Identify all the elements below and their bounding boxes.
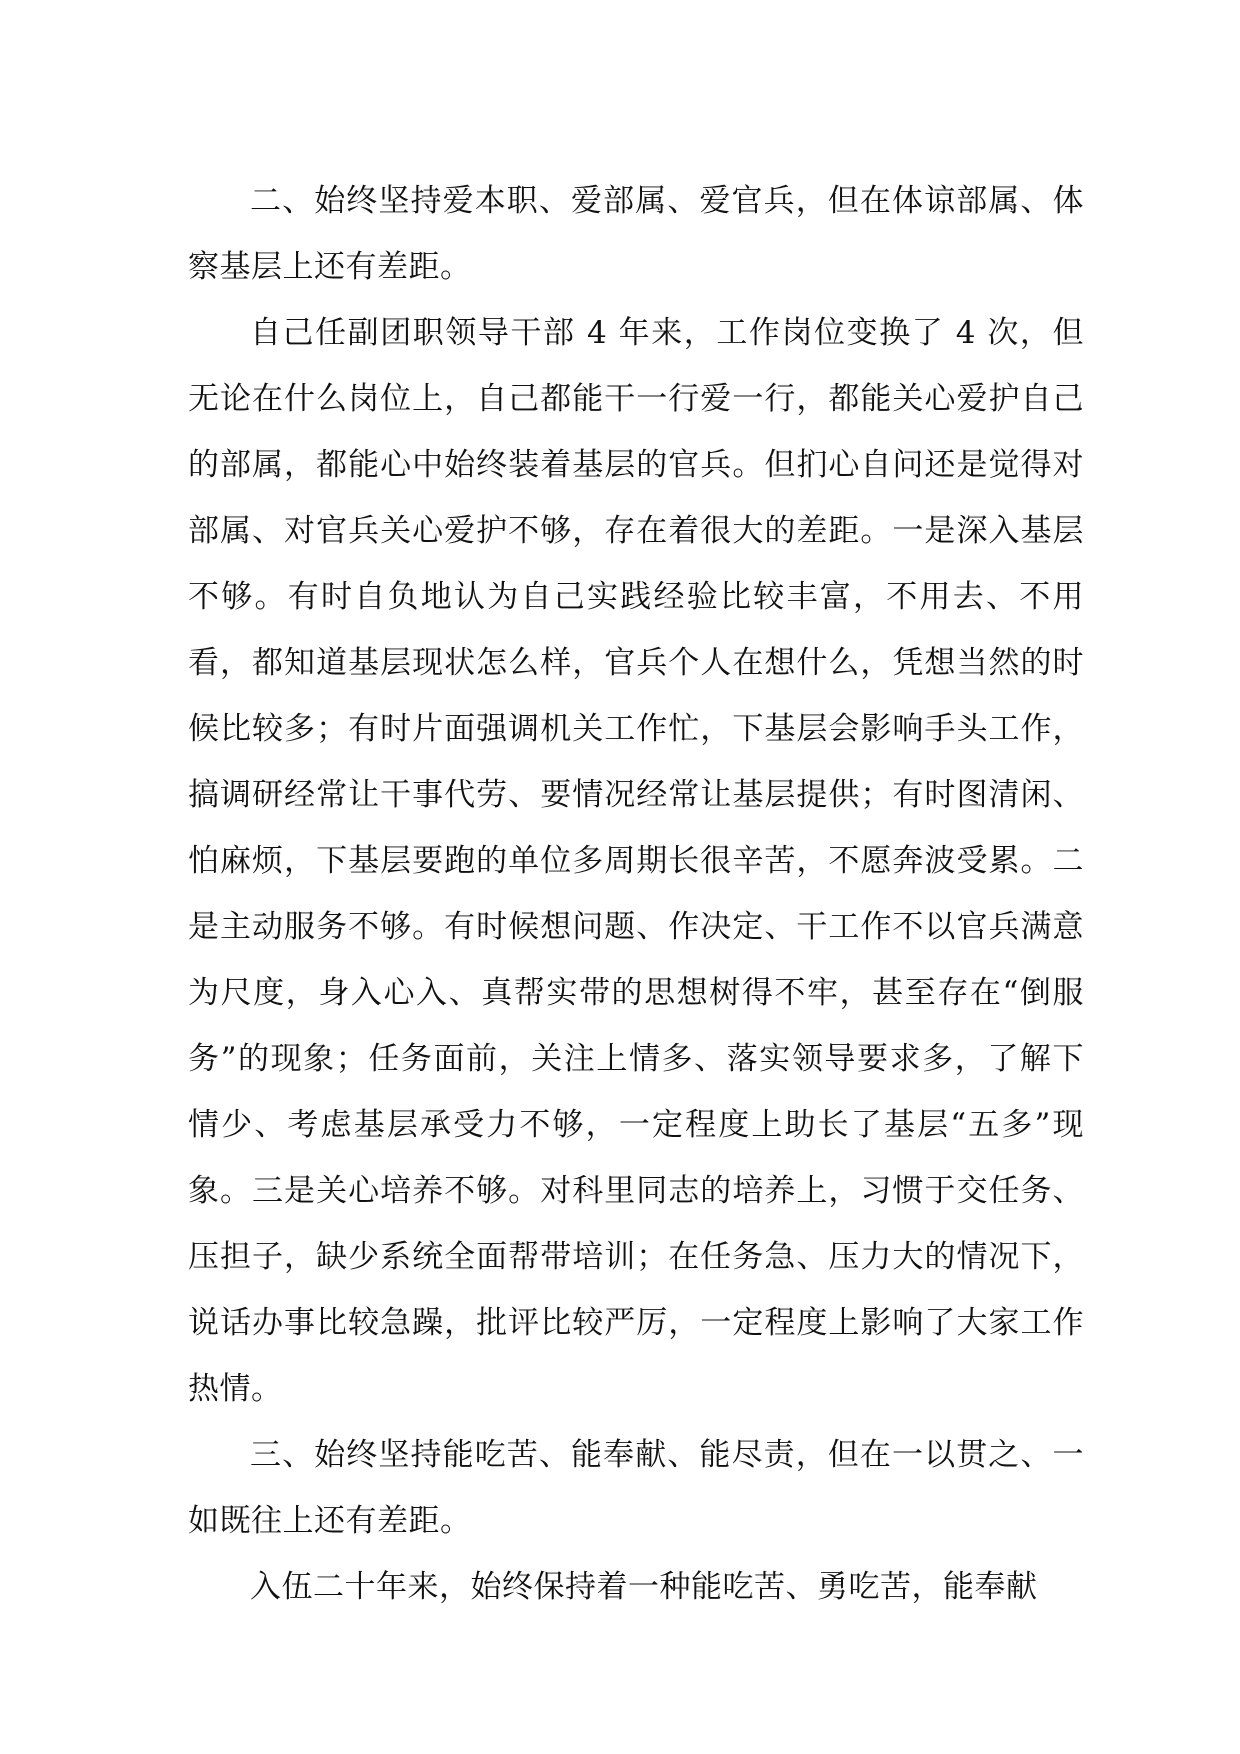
body-paragraph-truncated: 入伍二十年来，始终保持着一种能吃苦、勇吃苦，能奉献 <box>250 1569 1038 1605</box>
document-body <box>188 168 1084 1620</box>
section-heading-3: 三、始终坚持能吃苦、能奉献、能尽责，但在一以贯之、一如既往上还有差距。 <box>188 1437 1084 1539</box>
section-heading-2: 二、始终坚持爱本职、爱部属、爱官兵，但在体谅部属、体察基层上还有差距。 <box>188 183 1084 285</box>
body-paragraph: 自己任副团职领导干部 4 年来，工作岗位变换了 4 次，但无论在什么岗位上，自己都能干一行爱一行，都能关心爱护自己的部属，都能心中始终装着基层的官兵。但扪心自问还是觉得对部属、对官兵关心爱护不够，存在着很大的差距。一是深入基层不够。有时自负地认为自己实践经验比较丰富，不用去、不用看，都知道基层现状怎么样，官兵个人在想什么，凭想当然的时候比较多；有时片面强调机关工作忙，下基层会影响手头工作，搞调研经常让干事代劳、要情况经常让基层提供；有时图清闲、怕麻烦，下基层要跑的单位多周期长很辛苦，不愿奔波受累。二是主动服务不够。有时候想问题、作决定、干工作不以官兵满意为尺度，身入心入、真帮实带的思想树得不牢，甚至存在“倒服务”的现象；任务面前，关注上情多、落实领导要求多，了解下情少、考虑基层承受力不够，一定程度上助长了基层“五多”现象。三是关心培养不够。对科里同志的培养上，习惯于交任务、压担子，缺少系统全面帮带培训；在任务急、压力大的情况下，说话办事比较急躁，批评比较严厉，一定程度上影响了大家工作热情。 <box>188 315 1084 1407</box>
